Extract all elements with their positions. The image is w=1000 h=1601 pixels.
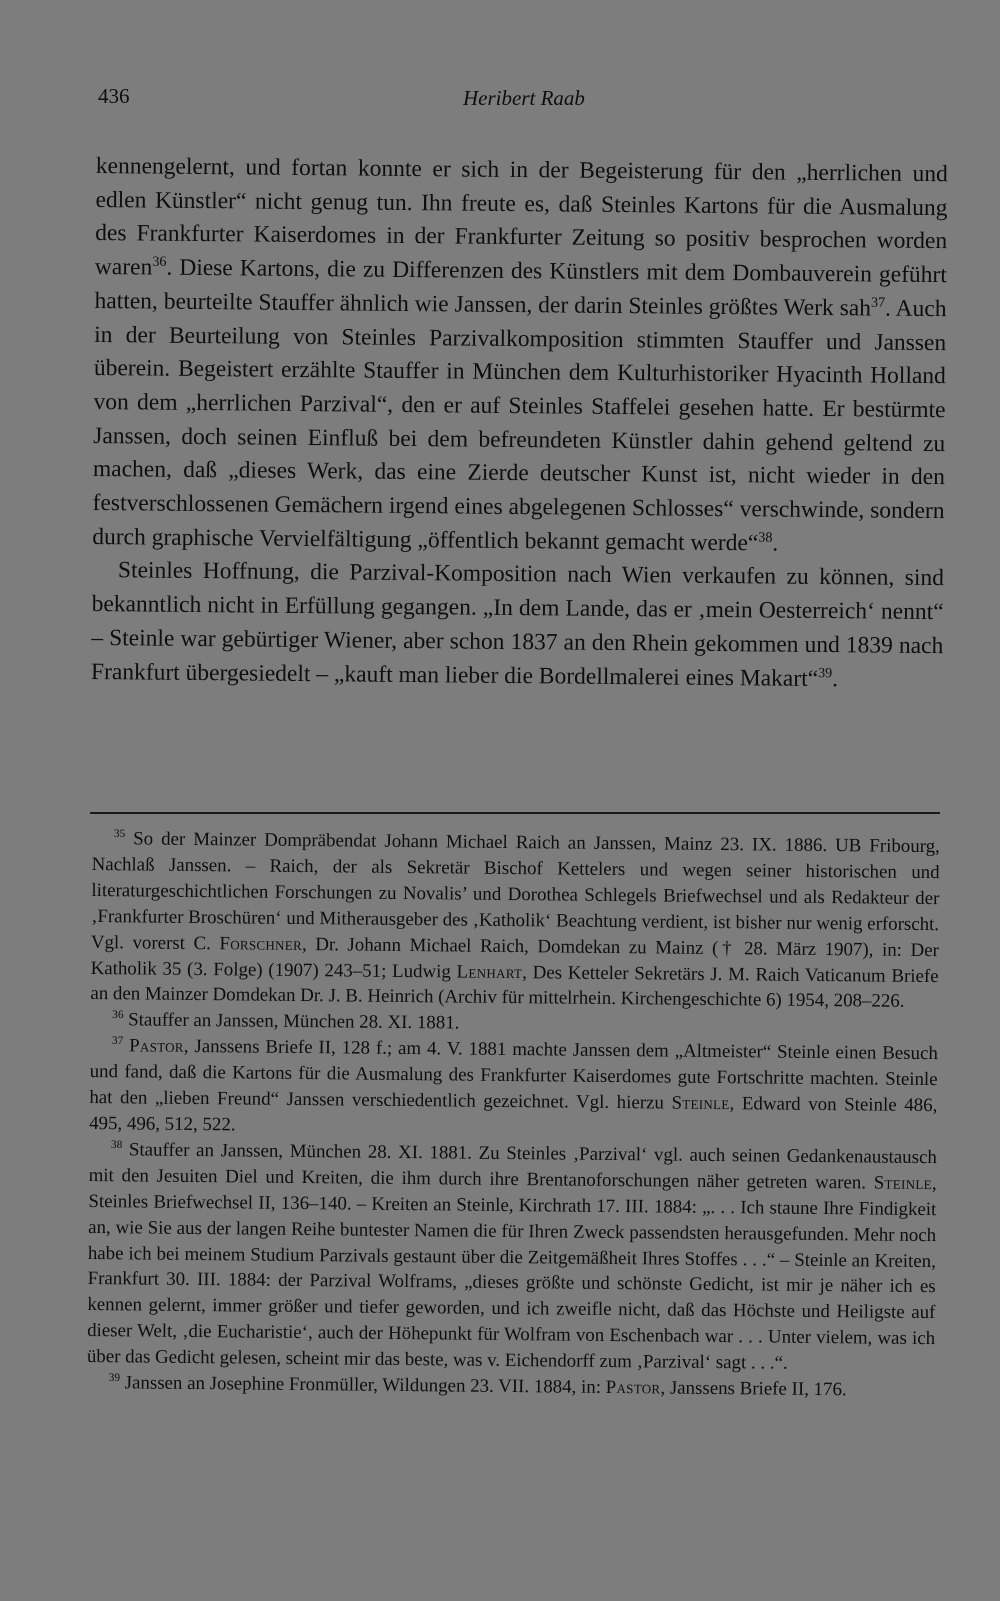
footnote-ref-39: 39: [818, 664, 833, 681]
author-name: Lenhart: [456, 961, 523, 983]
text-run: .: [772, 530, 779, 557]
author-name: Steinle: [671, 1092, 730, 1115]
text-run: Stauffer an Janssen, München 28. XI. 1881. Zu Steinles ‚Parzival‘ vgl. auch seinen Gedankenaustausch mit den Jesuiten Diel und Kreiten, die ihm durch ihre Brentanoforschungen näher getreten waren.: [88, 1139, 937, 1194]
author-name: Steinle: [873, 1172, 932, 1194]
text-run: . Diese Kartons, die zu Differenzen des Künstlers mit dem Dombauverein geführt hatten, beurteilte Stauffer ähnlich wie Janssen, der darin Steinles größtes Werk sah: [94, 254, 947, 322]
footnote-number: 36: [112, 1009, 124, 1022]
text-run: , Janssens Briefe II, 128 f.; am 4. V. 1881 machte Janssen dem „Altmeister“ Steinle einen Besuch und fand, daß die Kartons für die Ausmalung des Frankfurter Kaiserdomes gute Fortschritte machten. Steinle hat den „lieben Freund“ Janssen verschiedentlich gezeichnet. Vgl. hierzu: [89, 1036, 938, 1114]
text-run: kennengelernt, und fortan konnte er sich in der Begeisterung für den „herrlichen und edlen Künstler“ nicht genug tun. Ihn freute es, daß Steinles Kartons für die Ausmalung des Frankfurter Kaiserdomes in der Frankfurter Zeitung so positiv besprochen worden waren: [94, 152, 948, 281]
footnote-number: 39: [108, 1371, 121, 1385]
text-run: Steinles Hoffnung, die Parzival-Komposition nach Wien verkaufen zu können, sind bekanntlich nicht in Erfüllung gegangen. „In dem Lande, das er ‚mein Oesterreich‘ nennt“ – Steinle war gebürtiger Wiener, aber schon 1837 an den Rhein gekommen und 1839 nach Frankfurt übergesiedelt – „kauft man lieber die Bordellmalerei eines Makart“: [90, 557, 945, 692]
text-run: , Dr. Johann Michael Raich, Domdekan zu Mainz († 28. März 1907), in: Der Katholik 35 (3. Folge) (1907) 243–51; Ludwig: [90, 933, 939, 983]
footnotes: [87, 826, 940, 1404]
text-run: Stauffer an Janssen, München 28. XI. 1881.: [128, 1009, 460, 1034]
text-run: . Auch in der Beurteilung von Steinles Parzivalkomposition stimmten Stauffer und Janssen überein. Begeistert erzählte Stauffer in München dem Kulturhistoriker Hyacinth Holland von dem „herrlichen Parzival“, den er auf Steinles Staffelei gesehen hatte. Er bestürmte Janssen, doch seinen Einfluß bei dem befreundeten Künstler dahin gehend geltend zu machen, daß „dieses Werk, das eine Zierde deutscher Kunst ist, nicht wieder in den festverschlossenen Gemächern irgend eines abgelegenen Schlosses“ verschwinde, sondern durch graphische Vervielfältigung „öffentlich bekannt gemacht werde“: [92, 295, 947, 557]
footnote-ref-36: 36: [152, 253, 167, 270]
author-name: Forschner: [219, 932, 303, 955]
footnote-number: 38: [110, 1138, 123, 1151]
footnote-number: 37: [111, 1035, 124, 1048]
text-run: .: [832, 665, 839, 692]
text-run: Janssen an Josephine Fronmüller, Wildungen 23. VII. 1884, in:: [124, 1372, 606, 1398]
text-run: , Edward von Steinle 486, 495, 496, 512, 522.: [89, 1093, 938, 1136]
footnote-35: [90, 826, 940, 1015]
footnote-37: [89, 1033, 938, 1145]
footnote-number: 35: [113, 827, 126, 841]
page-number: 436: [98, 84, 130, 108]
running-head: Heribert Raab: [463, 86, 585, 110]
main-text: [91, 150, 948, 697]
page-header: [98, 84, 948, 114]
footnote-ref-38: 38: [758, 529, 773, 546]
footnote-divider: [90, 812, 940, 814]
text-run: , Janssens Briefe II, 176.: [660, 1377, 847, 1401]
author-name: Pastor: [605, 1376, 661, 1399]
footnote-ref-37: 37: [870, 294, 886, 311]
text-run: , Des Ketteler Sekretärs J. M. Raich Vaticanum Briefe an den Mainzer Domdekan Dr. J. B. Heinrich (Archiv für mittelrhein. Kirchengeschichte 6) 1954, 208–226.: [90, 961, 939, 1013]
text-run: So der Mainzer Dompräbendat Johann Michael Raich an Janssen, Mainz 23. IX. 1886. UB Fribourg, Nachlaß Janssen. – Raich, der als Sekretär Bischof Kettelers und wegen seiner historischen und literaturgeschichtlichen Forschungen zu Novalis’ und Dorothea Schlegels Briefwechsel und als Redakteur der ‚Frankfurter Broschüren‘ und Mitherausgeber des ‚Katholik‘ Beachtung verdient, ist bisher nur wenig erforscht. Vgl. vorerst C.: [90, 828, 940, 954]
paragraph-2: [91, 554, 944, 697]
text-run: , Steinles Briefwechsel II, 136–140. – Kreiten an Steinle, Kirchrath 17. III. 1884: „. . . Ich staune Ihre Findigkeit an, wie Sie aus der langen Reihe buntester Namen die für Ihren Zweck passendsten herausgefunden. Mehr noch habe ich bei meinem Studium Parzivals gestaunt über die Zeitgemäßheit Ihres Stoffes . . .“ – Steinle an Kreiten, Frankfurt 30. III. 1884: der Parzival Wolframs, „dieses größte und schönste Gedicht, ist mir je näher ich es kennen gelernt, immer größer und tiefer geworden, und ich zweifle nicht, daß das Höchste und Heiligste auf dieser Welt, ‚die Eucharistie‘, auch der Höhepunkt für Wolfram von Eschenbach war . . . Unter vielem, was ich über das Gedicht gelesen, scheint mir das beste, was v. Eichendorff zum ‚Parzival‘ sagt . . .“.: [86, 1172, 937, 1374]
paragraph-1: [92, 150, 948, 563]
author-name: Pastor: [129, 1035, 184, 1058]
footnote-38: [87, 1137, 937, 1378]
